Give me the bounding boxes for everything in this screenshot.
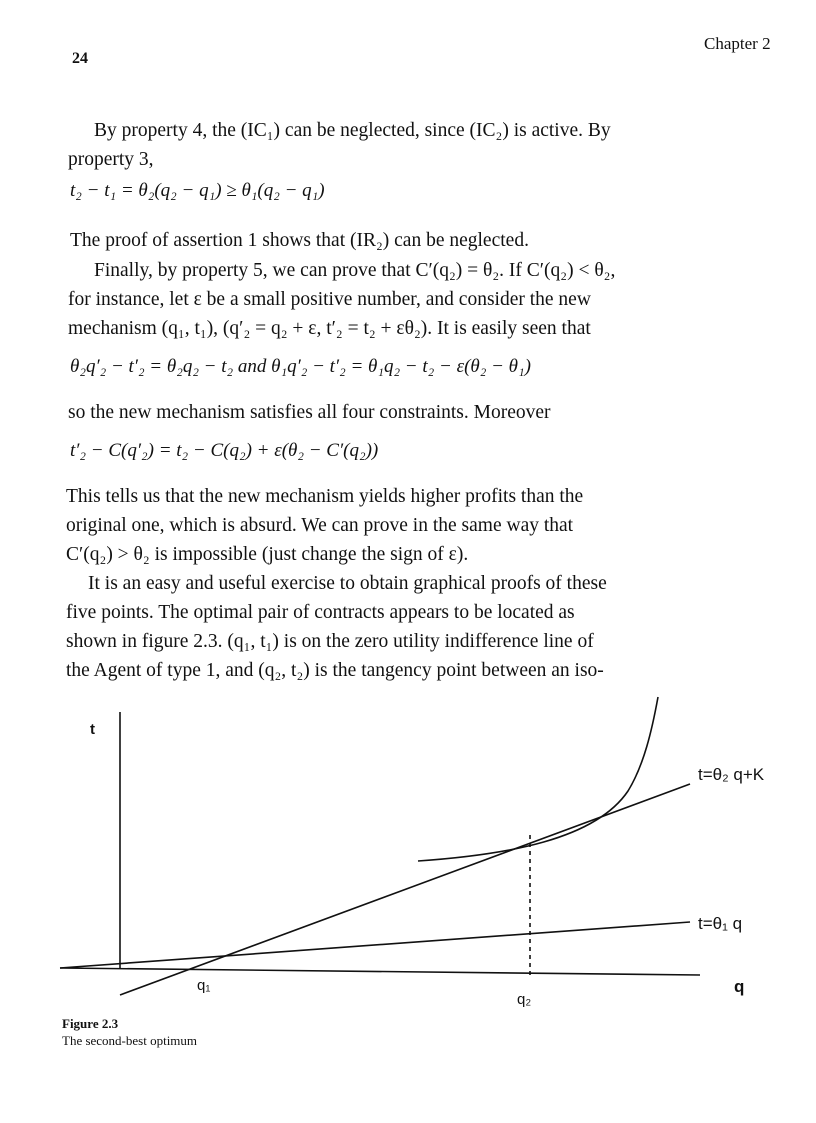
paragraph-1-line-1: By property 4, the (IC₁) can be neglected, since (IC₂) is active. By [94, 120, 611, 141]
paragraph-1-line-2: property 3, [68, 149, 154, 170]
equation-2: θ₂q′₂ − t′₂ = θ₂q₂ − t₂ and θ₁q′₂ − t′₂ = θ₁q₂ − t₂ − ε(θ₂ − θ₁) [70, 356, 531, 377]
paragraph-6-line-1: It is an easy and useful exercise to obtain graphical proofs of these [88, 573, 607, 594]
q-axis [60, 968, 700, 975]
lower-line-label: t=θ₁ q [698, 914, 743, 933]
paragraph-6-line-4: the Agent of type 1, and (q₂, t₂) is the tangency point between an iso- [66, 660, 604, 681]
equation-1: t₂ − t₁ = θ₂(q₂ − q₁) ≥ θ₁(q₂ − q₁) [70, 180, 325, 201]
paragraph-4-line-1: so the new mechanism satisfies all four constraints. Moreover [68, 402, 551, 423]
paragraph-6-line-2: five points. The optimal pair of contracts appears to be located as [66, 602, 575, 623]
paragraph-2-line-1: The proof of assertion 1 shows that (IR₂) can be neglected. [70, 230, 529, 251]
upper-line-label: t=θ₂ q+K [698, 765, 765, 784]
line-theta2-q-plus-k [120, 784, 690, 995]
isoprofit-curve [418, 697, 658, 861]
paragraph-6-line-3: shown in figure 2.3. (q₁, t₁) is on the zero utility indifference line of [66, 631, 594, 652]
page-number: 24 [72, 50, 88, 67]
figure-2-3-diagram [0, 690, 816, 1010]
paragraph-3-line-1: Finally, by property 5, we can prove that C′(q₂) = θ₂. If C′(q₂) < θ₂, [94, 260, 616, 281]
paragraph-5-line-2: original one, which is absurd. We can prove in the same way that [66, 515, 574, 536]
figure-label: Figure 2.3 [62, 1016, 119, 1031]
q-axis-label: q [734, 977, 745, 996]
paragraph-3-line-3: mechanism (q₁, t₁), (q′₂ = q₂ + ε, t′₂ = t₂ + εθ₂). It is easily seen that [68, 318, 591, 339]
t-axis-label: t [90, 721, 95, 738]
figure-caption: The second-best optimum [62, 1033, 198, 1048]
paragraph-3-line-2: for instance, let ε be a small positive number, and consider the new [68, 289, 591, 310]
equation-3: t′₂ − C(q′₂) = t₂ − C(q₂) + ε(θ₂ − C′(q₂)) [70, 440, 379, 461]
paragraph-5-line-3: C′(q₂) > θ₂ is impossible (just change the sign of ε). [66, 544, 469, 565]
running-head: Chapter 2 [704, 34, 771, 53]
line-theta1-q [60, 922, 690, 968]
q1-label: q₁ [197, 977, 211, 994]
paragraph-5-line-1: This tells us that the new mechanism yields higher profits than the [66, 486, 584, 507]
q2-label: q₂ [517, 991, 532, 1008]
